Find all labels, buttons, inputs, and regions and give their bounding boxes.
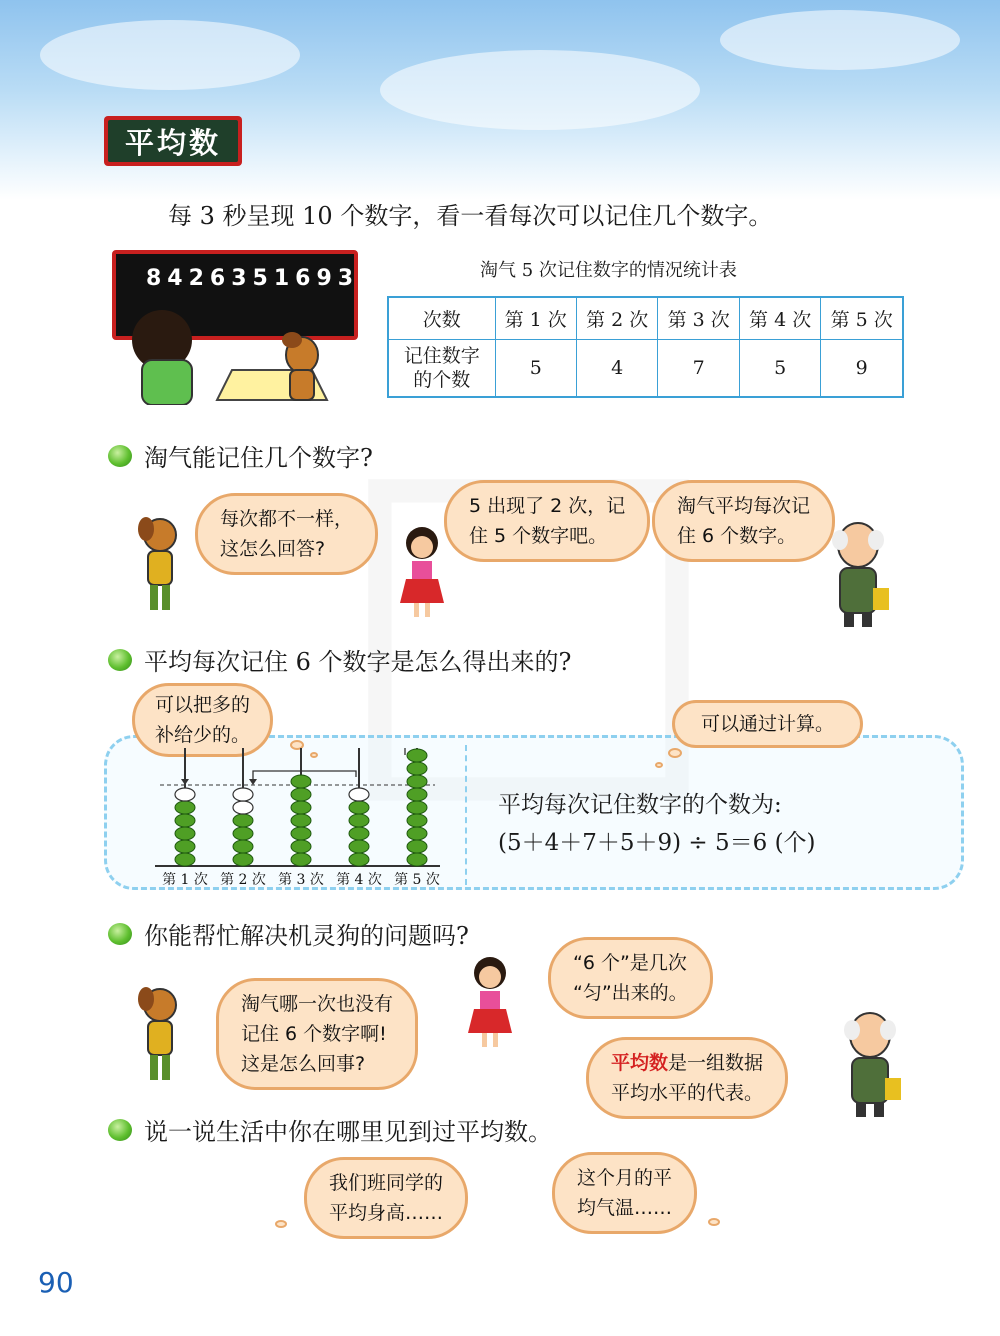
boy-and-dog-illustration — [112, 300, 362, 405]
table-header-cell: 第 1 次 — [495, 297, 576, 339]
teacher-character-illustration — [818, 520, 898, 630]
table-title: 淘气 5 次记住数字的情况统计表 — [480, 260, 737, 281]
question-text: 平均每次记住 6 个数字是怎么得出来的? — [144, 648, 572, 676]
bubble-line: 住 5 个数字吧。 — [469, 525, 608, 547]
table-header-cell: 第 2 次 — [576, 297, 657, 339]
bubble-line: 每次都不一样， — [220, 508, 354, 530]
bubble-line — [611, 1048, 763, 1078]
abacus-bead — [407, 853, 427, 866]
table-cell: 5 — [739, 339, 820, 397]
abacus-chart — [150, 748, 450, 893]
page-number: 90 — [38, 1266, 74, 1299]
abacus-bead-empty — [349, 788, 369, 801]
abacus-bead — [291, 853, 311, 866]
thought-bubble-calc — [672, 700, 863, 748]
dog-speech-bubble — [195, 493, 378, 575]
girl-speech-bubble-2 — [548, 937, 713, 1019]
bubble-line: 平均水平的代表。 — [611, 1082, 764, 1104]
abacus-bead — [233, 840, 253, 853]
bubble-line-rest: 是一组数据 — [668, 1052, 764, 1074]
abacus-bead — [291, 788, 311, 801]
thought-bubble-move — [132, 683, 273, 757]
abacus-bead — [233, 853, 253, 866]
thought-bubble-height — [304, 1157, 468, 1239]
green-bullet-icon — [108, 649, 132, 671]
formula-line-1: 平均每次记住数字的个数为: — [498, 792, 782, 818]
abacus-bead — [175, 853, 195, 866]
section-title: 平均数 — [108, 120, 238, 162]
question-3 — [108, 916, 469, 951]
bubble-line: 补给少的。 — [155, 724, 251, 746]
row-label-line: 记住数字 — [403, 344, 480, 367]
green-bullet-icon — [108, 923, 132, 945]
bubble-line: 这怎么回答? — [220, 538, 326, 560]
teacher-speech-bubble — [652, 480, 835, 562]
table-header-cell: 次数 — [388, 297, 495, 339]
bubble-line: 5 出现了 2 次，记 — [469, 495, 626, 517]
question-2 — [108, 642, 571, 677]
abacus-bead — [349, 840, 369, 853]
abacus-bead-empty — [233, 801, 253, 814]
teacher-character-illustration — [830, 1010, 910, 1120]
table-header-row — [388, 297, 903, 339]
table-cell: 5 — [495, 339, 576, 397]
arrow-head — [181, 779, 189, 785]
bubble-line: 这个月的平 — [577, 1167, 673, 1189]
abacus-bead — [407, 749, 427, 762]
bubble-line: 平均身高…… — [329, 1202, 444, 1224]
dog-character-illustration — [130, 985, 190, 1085]
abacus-bead — [407, 775, 427, 788]
table-cell: 4 — [576, 339, 657, 397]
bubble-line: 可以通过计算。 — [701, 713, 835, 735]
table-row — [388, 339, 903, 397]
question-4 — [108, 1112, 552, 1147]
abacus-bead — [291, 801, 311, 814]
abacus-bead — [233, 827, 253, 840]
abacus-column-label: 第 2 次 — [220, 872, 266, 888]
method-divider — [465, 745, 467, 885]
table-cell: 7 — [658, 339, 739, 397]
abacus-bead — [349, 853, 369, 866]
dog-character-illustration — [130, 515, 190, 615]
arrow-head — [249, 779, 257, 785]
abacus-bead-empty — [175, 788, 195, 801]
abacus-column-label: 第 4 次 — [336, 872, 382, 888]
question-text: 你能帮忙解决机灵狗的问题吗? — [144, 922, 469, 950]
abacus-bead — [407, 788, 427, 801]
abacus-bead — [349, 814, 369, 827]
table-header-cell: 第 4 次 — [739, 297, 820, 339]
question-text: 淘气能记住几个数字? — [144, 444, 373, 472]
highlight-term: 平均数 — [611, 1052, 669, 1074]
sky-background — [0, 0, 1000, 200]
thought-dot — [668, 748, 682, 758]
thought-dot — [708, 1218, 720, 1226]
green-bullet-icon — [108, 445, 132, 467]
section-title-badge — [104, 116, 242, 166]
bubble-line: 这是怎么回事? — [241, 1053, 366, 1075]
row-label-line: 的个数 — [413, 368, 471, 391]
abacus-bead — [349, 827, 369, 840]
thought-dot — [655, 762, 663, 768]
abacus-bead — [407, 814, 427, 827]
abacus-bead — [175, 840, 195, 853]
table-cell: 9 — [821, 339, 903, 397]
girl-character-illustration — [460, 955, 530, 1050]
intro-text: 每 3 秒呈现 10 个数字，看一看每次可以记住几个数字。 — [168, 202, 773, 230]
abacus-bead — [291, 775, 311, 788]
abacus-bead — [175, 827, 195, 840]
thought-bubble-temperature — [552, 1152, 697, 1234]
abacus-bead — [175, 801, 195, 814]
teacher-speech-bubble-2 — [586, 1037, 788, 1119]
abacus-bead — [291, 827, 311, 840]
formula-line-2: (5＋4＋7＋5＋9) ÷ 5＝6 (个) — [498, 830, 816, 856]
table-header-cell: 第 3 次 — [658, 297, 739, 339]
abacus-column-label: 第 5 次 — [394, 872, 440, 888]
green-bullet-icon — [108, 1119, 132, 1141]
abacus-bead — [291, 814, 311, 827]
bubble-line: 均气温…… — [577, 1197, 673, 1219]
bubble-line: 可以把多的 — [155, 694, 251, 716]
abacus-bead — [407, 801, 427, 814]
abacus-bead — [407, 840, 427, 853]
dog-speech-bubble-2 — [216, 978, 418, 1090]
question-1 — [108, 438, 373, 473]
bubble-line: 淘气平均每次记 — [677, 495, 811, 517]
abacus-bead-empty — [233, 788, 253, 801]
abacus-bead — [291, 840, 311, 853]
abacus-column-label: 第 1 次 — [162, 872, 208, 888]
stats-table — [387, 296, 904, 398]
abacus-bead — [407, 762, 427, 775]
bubble-line: “匀”出来的。 — [573, 982, 688, 1004]
bubble-line: 淘气哪一次也没有 — [241, 993, 394, 1015]
abacus-bead — [349, 801, 369, 814]
table-header-cell: 第 5 次 — [821, 297, 903, 339]
abacus-bead — [407, 827, 427, 840]
bubble-line: 我们班同学的 — [329, 1172, 444, 1194]
abacus-bead — [233, 814, 253, 827]
abacus-column-label: 第 3 次 — [278, 872, 324, 888]
bubble-line: 住 6 个数字。 — [677, 525, 797, 547]
bubble-line: 记住 6 个数字啊! — [241, 1023, 387, 1045]
table-row-label — [388, 339, 495, 397]
thought-dot — [275, 1220, 287, 1228]
abacus-bead — [175, 814, 195, 827]
blackboard-digits: 8426351693 — [146, 266, 360, 291]
girl-speech-bubble — [444, 480, 650, 562]
question-text: 说一说生活中你在哪里见到过平均数。 — [144, 1118, 552, 1146]
bubble-line: “6 个”是几次 — [573, 952, 687, 974]
